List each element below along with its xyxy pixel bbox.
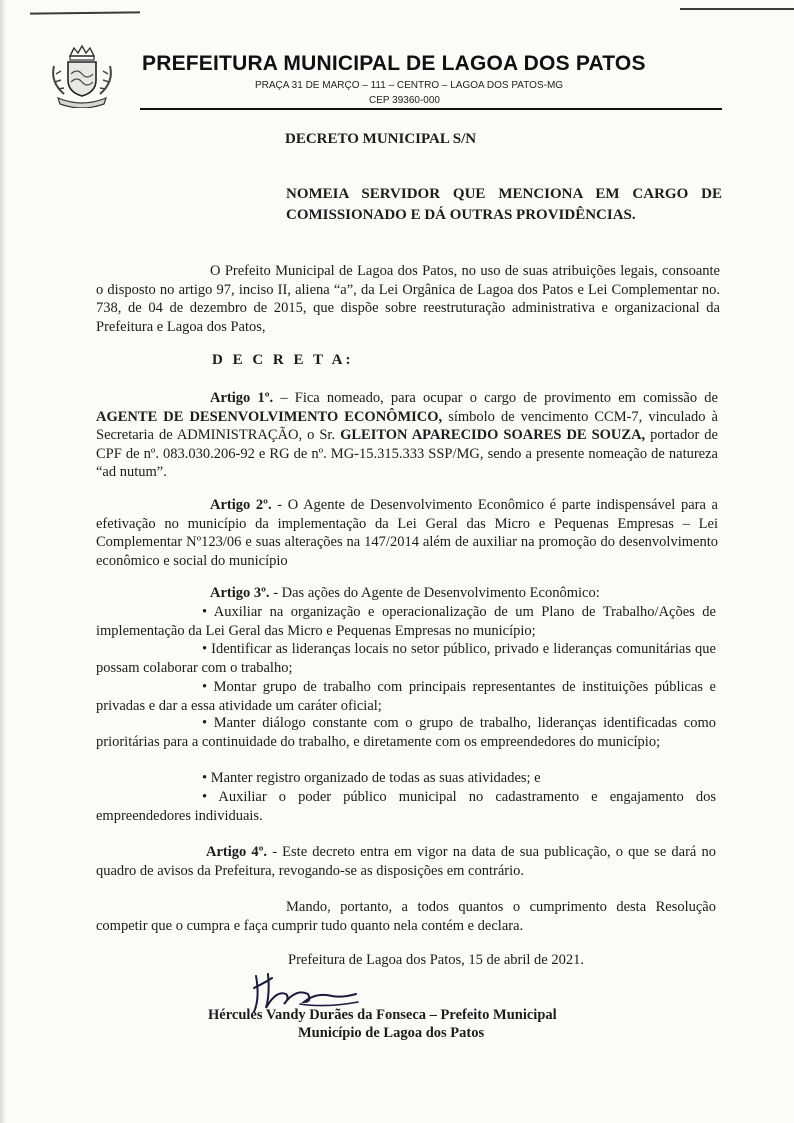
decreta-heading: D E C R E T A: (212, 352, 354, 368)
decree-title: DECRETO MUNICIPAL S/N (285, 131, 477, 147)
signer-name: Hércules Vandy Durães da Fonseca – Prefeito Municipal (208, 1007, 557, 1023)
article-3 (96, 584, 718, 603)
header-address: PRAÇA 31 DE MARÇO – 111 – CENTRO – LAGOA DOS PATOS-MG (255, 80, 564, 91)
article-4-label: Artigo 4º. (206, 844, 268, 860)
article-2-text: - O Agente de Desenvolvimento Econômico é parte indispensável para a efetivação no município da implementação da Lei Geral das Micro e Pequenas Empresas – Lei Complementar Nº123/06 e suas alterações na 147/2014 além de auxiliar na promoção do desenvolvimento econômico e social do município (96, 497, 718, 569)
article-3-text: - Das ações do Agente de Desenvolvimento Econômico: (269, 585, 600, 601)
article-3-label: Artigo 3º. (210, 585, 270, 601)
decree-ementa: NOMEIA SERVIDOR QUE MENCIONA EM CARGO DE COMISSIONADO E DÁ OUTRAS PROVIDÊNCIAS. (286, 186, 722, 223)
header-divider (140, 108, 722, 110)
article-1-text: – Fica nomeado, para ocupar o cargo de provimento em comissão de (273, 390, 718, 406)
list-item: • Auxiliar o poder público municipal no cadastramento e engajamento dos empreendedores individuais. (96, 789, 716, 824)
scan-mark (30, 11, 140, 14)
article-1-text: símbolo de vencimento CCM-7, vinculado à Secretaria de ADMINISTRAÇÃO, o Sr. (96, 408, 718, 443)
article-1-text: portador de CPF de nº. 083.030.206-92 e RG de nº. MG-15.315.333 SSP/MG, sendo a presente nomeação de natureza “ad nutum”. (96, 427, 718, 480)
list-item: • Manter registro organizado de todas as suas atividades; e (202, 770, 541, 786)
article-1 (96, 389, 718, 482)
article-1-cargo: AGENTE DE DESENVOLVIMENTO ECONÔMICO, (96, 408, 443, 425)
list-item: • Manter diálogo constante com o grupo de trabalho, lideranças identificadas como prioritárias para a continuidade do trabalho, e diretamente com os empreendedores do município; (96, 715, 716, 750)
page-shadow-edge (0, 0, 6, 1123)
article-1-label: Artigo 1º. (210, 390, 274, 406)
list-item: • Auxiliar na organização e operacionalização de um Plano de Trabalho/Ações de implementação da Lei Geral das Micro e Pequenas Empresas no município; (96, 604, 716, 639)
article-2 (96, 496, 718, 570)
article-1-nome: GLEITON APARECIDO SOARES DE SOUZA, (340, 427, 646, 443)
municipal-crest-icon (46, 44, 118, 108)
closing-paragraph: Mando, portanto, a todos quantos o cumprimento desta Resolução competir que o cumpra e faça cumprir tudo quanto nela contém e declara. (96, 899, 716, 934)
list-item: • Identificar as lideranças locais no setor público, privado e lideranças comunitárias que possam colaborar com o trabalho; (96, 641, 716, 676)
place-date: Prefeitura de Lagoa dos Patos, 15 de abril de 2021. (288, 952, 584, 968)
article-4-text: - Este decreto entra em vigor na data de sua publicação, o que se dará no quadro de avisos da Prefeitura, revogando-se as disposições em contrário. (96, 844, 716, 879)
header-cep: CEP 39360-000 (369, 95, 440, 106)
signer-municipality: Município de Lagoa dos Patos (298, 1025, 485, 1041)
list-item: • Montar grupo de trabalho com principais representantes de instituições públicas e privadas e dar a essa atividade um caráter oficial; (96, 679, 716, 714)
scan-mark (680, 8, 794, 10)
article-4 (96, 843, 716, 880)
header-title: PREFEITURA MUNICIPAL DE LAGOA DOS PATOS (142, 52, 646, 75)
article-2-label: Artigo 2º. (210, 497, 272, 513)
intro-paragraph: O Prefeito Municipal de Lagoa dos Patos, no uso de suas atribuições legais, consoante o disposto no artigo 97, inciso II, aliena “a”, da Lei Orgânica de Lagoa dos Patos e Lei Complementar no. 738, de 04 de dezembro de 2015, que dispõe sobre reestruturação administrativa e organizacional da Prefeitura e Lagoa dos Patos, (96, 263, 720, 335)
